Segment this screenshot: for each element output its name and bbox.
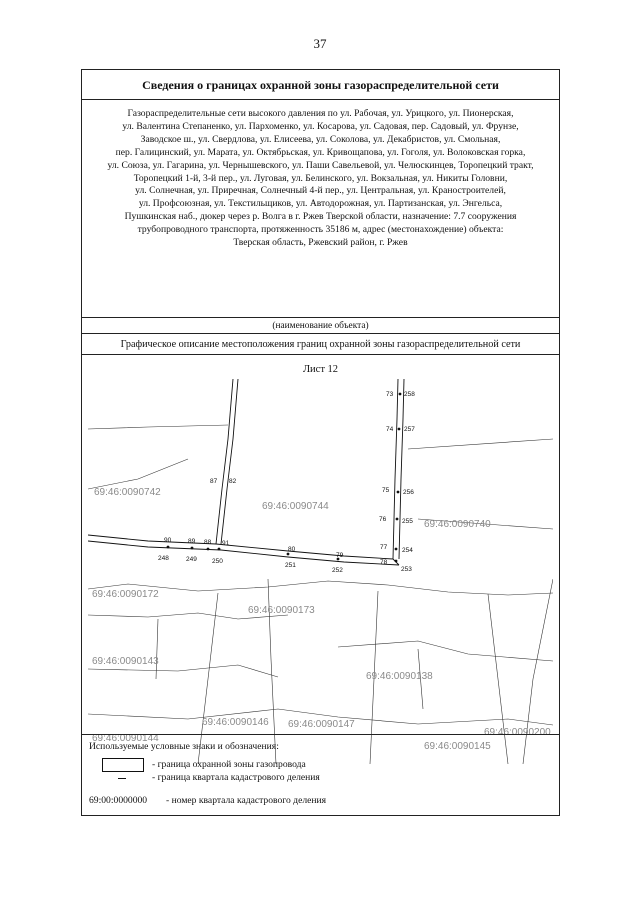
parcel-label: 69:46:0090147 (288, 719, 355, 730)
parcel-label: 69:46:0090200 (484, 727, 551, 738)
boundary-points (167, 393, 402, 563)
point-label: 79 (336, 552, 344, 559)
point-label: 248 (158, 555, 169, 562)
description-line: пер. Галицинский, ул. Марата, ул. Октябрьская, ул. Кривощапова, ул. Гоголя, ул. Волоковская горка, (115, 146, 526, 158)
parcel-label: 69:46:0090172 (92, 589, 159, 600)
point-label: 74 (386, 426, 394, 433)
point-label: 80 (288, 546, 296, 553)
parcel-labels (92, 487, 551, 752)
point-label: 251 (285, 562, 296, 569)
description-line: Тверская область, Ржевский район, г. Ржев (233, 237, 408, 249)
point-label: 76 (379, 516, 387, 523)
parcel-label: 69:46:0090740 (424, 519, 491, 530)
point-label: 82 (229, 478, 237, 485)
point-label: 249 (186, 556, 197, 563)
map-drawing (88, 379, 553, 764)
legend-quarter-border: - граница квартала кадастрового деления (152, 772, 320, 783)
point-label: 250 (212, 558, 223, 565)
point-labels (158, 391, 415, 574)
description-line: Торопецкий 1-й, 3-й пер., ул. Луговая, ул. Белинского, ул. Вокзальная, ул. Никиты Головни, (133, 172, 508, 184)
description-line: Пушкинская наб., дюкер через р. Волга в г. Ржев Тверской области, назначение: 7.7 сооружения (124, 211, 517, 223)
quarter-border-symbol (118, 778, 126, 779)
section-title: Сведения о границах охранной зоны газораспределительной сети (82, 70, 559, 100)
point-label: 91 (222, 540, 230, 547)
zone-boundary (88, 379, 404, 565)
object-name-caption: (наименование объекта) (82, 318, 559, 334)
parcel-label: 69:46:0090146 (202, 717, 269, 728)
point-label: 88 (204, 539, 212, 546)
description-line: ул. Союза, ул. Гагарина, ул. Чернышевского, ул. Паши Савельевой, ул. Челюскинцев, Торопецкий тракт, (107, 159, 534, 171)
parcel-label: 69:46:0090145 (424, 741, 491, 752)
description-line: Заводское ш., ул. Свердлова, ул. Елисеева, ул. Соколова, ул. Декабристов, ул. Смольная, (140, 133, 501, 145)
legend-quarter-number: - номер квартала кадастрового деления (166, 795, 327, 806)
info-frame (81, 69, 560, 816)
point-label: 252 (332, 567, 343, 574)
legend-title: Используемые условные знаки и обозначения: (89, 741, 279, 752)
sheet-label: Лист 12 (302, 364, 339, 375)
point-label: 256 (403, 489, 414, 496)
parcel-label: 69:46:0090742 (94, 487, 161, 498)
point-label: 257 (404, 426, 415, 433)
description-line: трубопроводного транспорта, протяженность 35186 м, адрес (местонахождение) объекта: (137, 224, 504, 236)
description-line: ул. Валентина Степаненко, ул. Пархоменко, ул. Косарова, ул. Садовая, пер. Садовый, ул. Фрунзе, (122, 120, 519, 132)
zone-border-symbol (102, 758, 144, 772)
description-line: ул. Солнечная, ул. Приречная, Солнечный 4-й пер., ул. Центральная, ул. Краностроителей, (135, 185, 506, 197)
point-label: 254 (402, 547, 413, 554)
page-number: 37 (313, 36, 327, 51)
point-label: 258 (404, 391, 415, 398)
legend (82, 734, 559, 818)
point-label: 90 (164, 537, 172, 544)
legend-zone-border: - граница охранной зоны газопровода (152, 759, 306, 770)
point-label: 253 (401, 566, 412, 573)
point-label: 89 (188, 538, 196, 545)
parcel-label: 69:46:0090173 (248, 605, 315, 616)
description-line: Газораспределительные сети высокого давления по ул. Рабочая, ул. Урицкого, ул. Пионерская, (127, 108, 514, 119)
parcel-label: 69:46:0090144 (92, 733, 159, 744)
cadastral-map (88, 379, 553, 764)
point-label: 87 (210, 478, 218, 485)
description-line: ул. Профсоюзная, ул. Текстильщиков, ул. Автодорожная, ул. Партизанская, ул. Энгельса, (138, 198, 503, 210)
point-label: 255 (402, 518, 413, 525)
point-label: 75 (382, 487, 390, 494)
object-description (82, 100, 559, 318)
parcel-label: 69:46:0090138 (366, 671, 433, 682)
point-label: 77 (380, 544, 388, 551)
point-label: 73 (386, 391, 394, 398)
parcel-label: 69:46:0090143 (92, 656, 159, 667)
point-label: 78 (380, 559, 388, 566)
graphic-heading: Графическое описание местоположения границ охранной зоны газораспределительной сети (82, 334, 559, 355)
parcel-label: 69:46:0090744 (262, 501, 329, 512)
legend-quarter-code: 69:00:0000000 (89, 795, 148, 806)
